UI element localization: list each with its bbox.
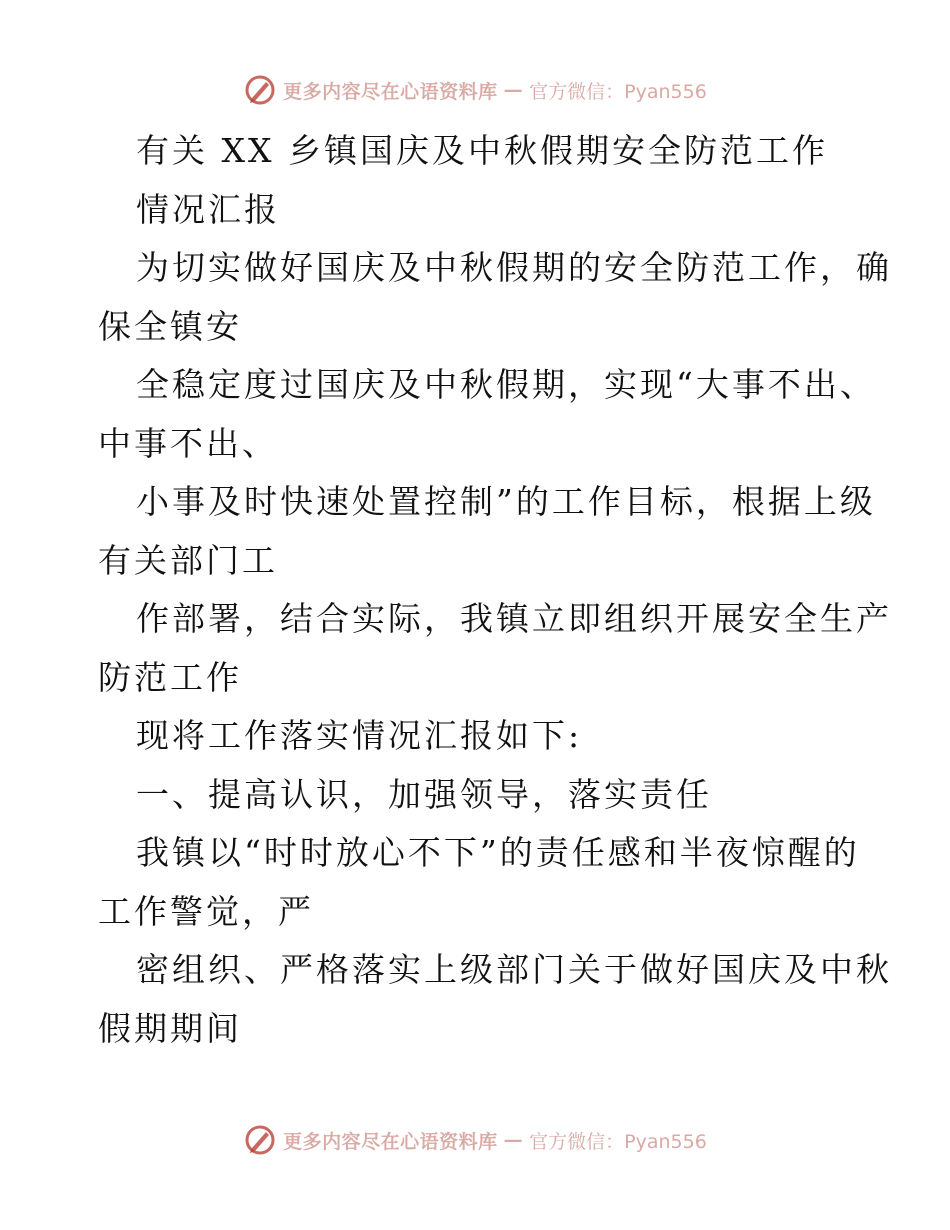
paragraph-line: 我镇以“时时放心不下”的责任感和半夜惊醒的 [136, 833, 860, 872]
paragraph-line: 全稳定度过国庆及中秋假期，实现“大事不出、 [136, 365, 876, 404]
paragraph-line: 现将工作落实情况汇报如下: [136, 716, 583, 755]
paragraph-line: 有关部门工 [98, 540, 278, 580]
section-heading: 一、提高认识，加强领导，落实责任 [136, 774, 712, 814]
report-body [98, 122, 892, 1058]
report-title-line-1: 有关 XX 乡镇国庆及中秋假期安全防范工作 [136, 131, 828, 170]
watermark-contact: 官方微信：Pyan556 [529, 80, 707, 103]
watermark-brand: 更多内容尽在心语资料库 [283, 80, 498, 103]
paragraph-line: 密组织、严格落实上级部门关于做好国庆及中秋 [136, 950, 892, 989]
paragraph-line: 防范工作 [98, 657, 242, 697]
watermark-contact: 官方微信：Pyan556 [529, 1130, 707, 1153]
paragraph-line: 作部署，结合实际，我镇立即组织开展安全生产 [136, 599, 892, 638]
paragraph-line: 保全镇安 [98, 306, 242, 346]
paragraph-line: 假期期间 [98, 1008, 242, 1048]
header-watermark [0, 70, 950, 110]
paragraph-line: 小事及时快速处置控制”的工作目标，根据上级 [136, 482, 876, 521]
pen-logo-icon [243, 73, 277, 107]
report-title-line-2: 情况汇报 [136, 189, 280, 229]
watermark-separator: — [503, 1129, 524, 1151]
footer-watermark [0, 1120, 950, 1160]
pen-logo-icon [243, 1123, 277, 1157]
paragraph-line: 中事不出、 [98, 423, 278, 463]
watermark-brand: 更多内容尽在心语资料库 [283, 1130, 498, 1153]
paragraph-line: 为切实做好国庆及中秋假期的安全防范工作，确 [136, 248, 892, 287]
paragraph-line: 工作警觉，严 [98, 891, 314, 931]
watermark-separator: — [503, 79, 524, 101]
